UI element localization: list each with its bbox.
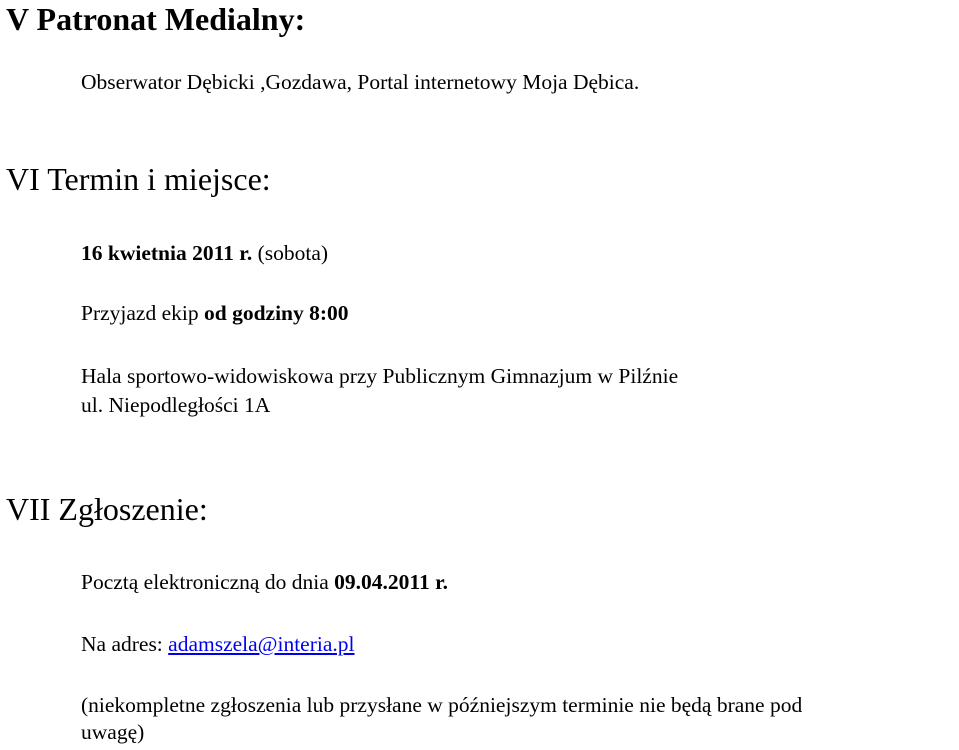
event-day: (sobota) <box>252 241 329 265</box>
address-label: Na adres: <box>81 632 169 656</box>
registration-method: Pocztą elektroniczną do dnia <box>81 570 335 594</box>
registration-deadline: 09.04.2011 r. <box>334 570 449 594</box>
section-5-heading: V Patronat Medialny: <box>6 1 306 37</box>
venue-line-2: ul. Niepodległości 1A <box>81 393 271 417</box>
arrival-time: od godziny 8:00 <box>204 301 349 325</box>
note-line-1: (niekompletne zgłoszenia lub przysłane w późniejszym terminie nie będą brane pod <box>81 693 803 717</box>
event-date: 16 kwietnia 2011 r. <box>81 241 253 265</box>
arrival-line <box>81 300 349 326</box>
section-7-heading: VII Zgłoszenie: <box>6 491 208 527</box>
registration-deadline-line <box>81 569 448 595</box>
venue-line-1: Hala sportowo-widowiskowa przy Publicznym Gimnazjum w Pilźnie <box>81 364 679 388</box>
arrival-label: Przyjazd ekip <box>81 301 204 325</box>
email-link[interactable]: adamszela@interia.pl <box>168 632 355 656</box>
address-line <box>81 631 355 657</box>
media-patrons-text: Obserwator Dębicki ,Gozdawa, Portal internetowy Moja Dębica. <box>81 70 640 94</box>
event-date-line <box>81 240 328 266</box>
section-6-heading: VI Termin i miejsce: <box>6 161 271 197</box>
note-line-2: uwagę) <box>81 720 145 744</box>
